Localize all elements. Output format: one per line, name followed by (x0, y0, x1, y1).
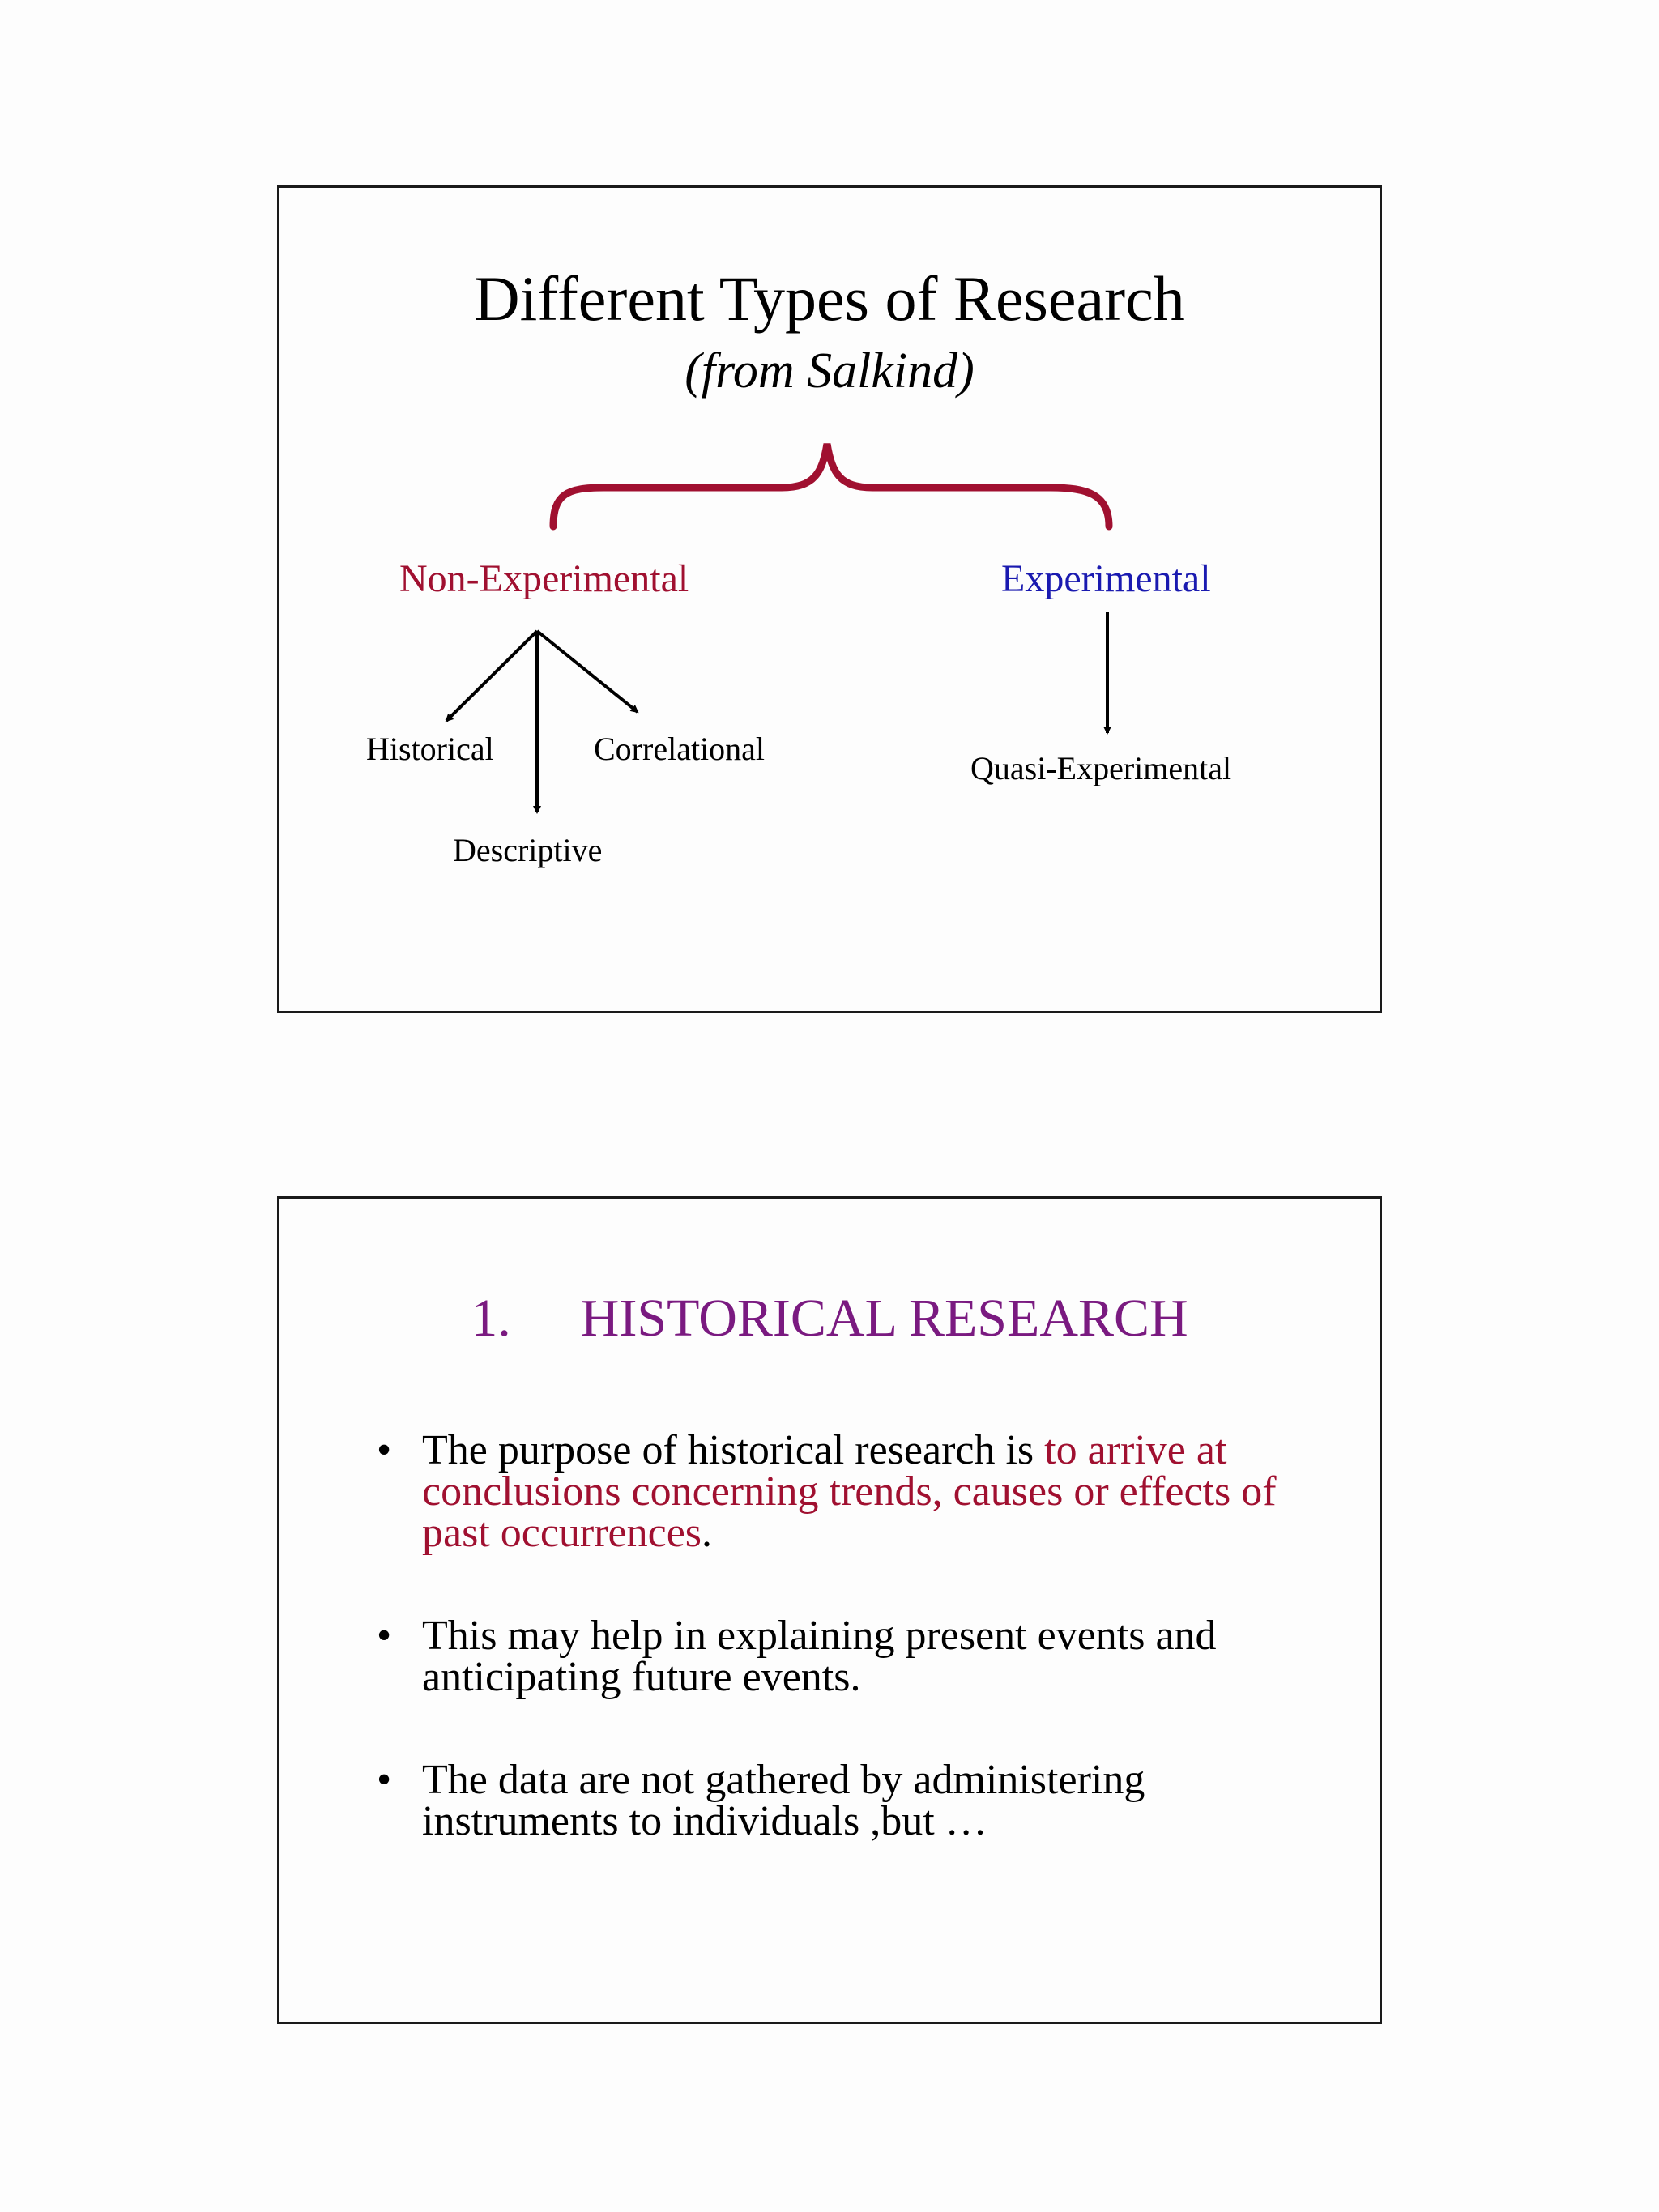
bullet-icon: • (377, 1613, 392, 1659)
bullet-text: The purpose of historical research is (422, 1427, 1045, 1473)
slide-title: Different Types of Research (474, 263, 1185, 334)
arrow-to-historical (446, 631, 537, 721)
slide-historical-research (277, 1196, 1382, 2024)
bullet-list (377, 1427, 1333, 1903)
type-descriptive: Descriptive (453, 832, 603, 868)
bullet-item (377, 1427, 1333, 1556)
bullet-highlight: to arrive at conclusions concerning trends, causes or effects of past occurrences (422, 1427, 1277, 1556)
arrow-to-correlational (537, 631, 638, 712)
bullet-text: The data are not gathered by administering instruments to individuals ,but … (422, 1757, 1145, 1844)
type-historical: Historical (366, 731, 494, 767)
type-correlational: Correlational (594, 731, 766, 767)
curly-brace (553, 444, 1109, 526)
slide-research-types (277, 185, 1382, 1013)
bullet-item (377, 1759, 1333, 1842)
slide-subtitle: (from Salkind) (684, 343, 975, 399)
section-title: HISTORICAL RESEARCH (580, 1289, 1188, 1348)
type-quasi-experimental: Quasi-Experimental (970, 750, 1232, 786)
category-experimental: Experimental (1001, 557, 1211, 600)
slide-title (279, 1289, 1380, 1348)
bullet-text: This may help in explaining present events and anticipating future events. (422, 1613, 1217, 1700)
bullet-icon: • (377, 1757, 392, 1803)
bullet-icon: • (377, 1427, 392, 1473)
bullet-text-end: . (702, 1510, 713, 1556)
research-types-diagram (279, 188, 1384, 1016)
bullet-item (377, 1615, 1333, 1698)
section-number: 1. (471, 1289, 511, 1348)
category-non-experimental: Non-Experimental (399, 557, 689, 600)
